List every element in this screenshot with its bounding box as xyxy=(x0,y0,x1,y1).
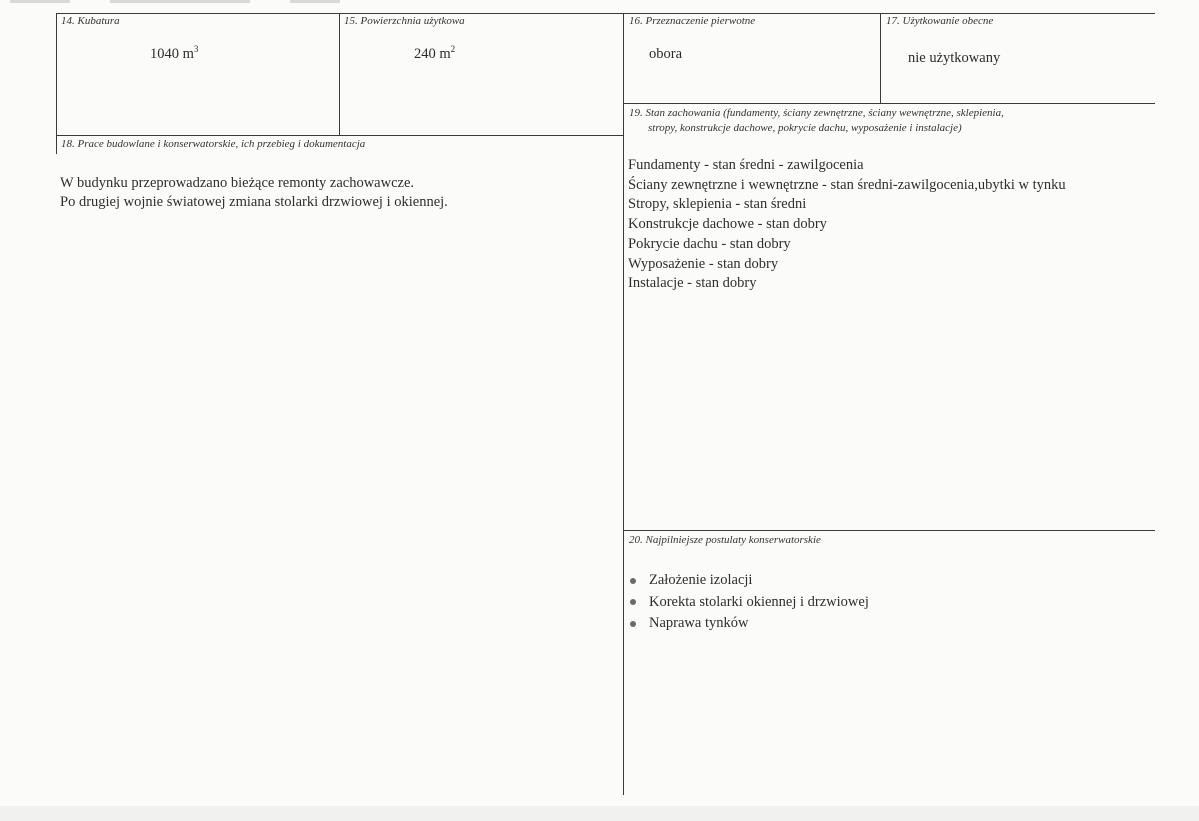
bullet-icon xyxy=(630,621,636,627)
list-item-text: Naprawa tynków xyxy=(649,615,749,631)
field-19-text xyxy=(628,156,1066,294)
list-item-text: Korekta stolarki okiennej i drzwiowej xyxy=(649,593,869,610)
field-15-value-superscript: 2 xyxy=(450,44,456,55)
field-14-value-text: 1040 m xyxy=(150,46,194,62)
field-16-label: 16. Przeznaczenie pierwotne xyxy=(629,15,756,27)
field-18-line: W budynku przeprowadzano bieżące remonty zachowawcze. xyxy=(60,175,415,191)
field-17-label: 17. Użytkowanie obecne xyxy=(886,15,994,27)
state-line: Ściany zewnętrzne i wewnętrzne - stan średni-zawilgocenia,ubytki w tynku xyxy=(628,176,1066,193)
field-20-list xyxy=(628,570,869,635)
field-15-value xyxy=(414,46,455,63)
list-item xyxy=(628,592,869,614)
state-line: Wyposażenie - stan dobry xyxy=(628,255,779,272)
bullet-icon xyxy=(630,578,636,584)
field-19-label-line2: stropy, konstrukcje dachowe, pokrycie dachu, wyposażenie i instalacje) xyxy=(648,122,962,134)
field-20-label: 20. Najpilniejsze postulaty konserwatorskie xyxy=(629,534,821,546)
bullet-icon xyxy=(630,599,636,605)
field-14-value xyxy=(150,46,198,63)
field-16-value: obora xyxy=(649,46,683,62)
field-14-label: 14. Kubatura xyxy=(61,15,120,27)
list-item-text: Założenie izolacji xyxy=(649,572,753,588)
list-item xyxy=(628,613,869,635)
state-line: Stropy, sklepienia - stan średni xyxy=(628,196,807,213)
field-14-value-superscript: 3 xyxy=(193,44,199,55)
state-line: Konstrukcje dachowe - stan dobry xyxy=(628,216,827,233)
field-18-label: 18. Prace budowlane i konserwatorskie, ich przebieg i dokumentacja xyxy=(61,138,366,150)
state-line: Pokrycie dachu - stan dobry xyxy=(628,235,791,252)
field-19-label xyxy=(629,106,1149,136)
field-18-text xyxy=(60,174,448,212)
field-18-line: Po drugiej wojnie światowej zmiana stolarki drzwiowej i okiennej. xyxy=(60,194,448,210)
list-item xyxy=(628,570,869,592)
field-17-value: nie użytkowany xyxy=(908,50,1001,66)
field-19-label-line1: 19. Stan zachowania (fundamenty, ściany zewnętrzne, ściany wewnętrzne, sklepienia, xyxy=(629,107,1004,119)
state-line: Instalacje - stan dobry xyxy=(628,275,757,292)
state-line: Fundamenty - stan średni - zawilgocenia xyxy=(628,157,864,173)
scan-bottom-edge xyxy=(0,806,1199,821)
field-15-value-text: 240 m xyxy=(414,46,451,62)
field-15-label: 15. Powierzchnia użytkowa xyxy=(344,15,465,27)
